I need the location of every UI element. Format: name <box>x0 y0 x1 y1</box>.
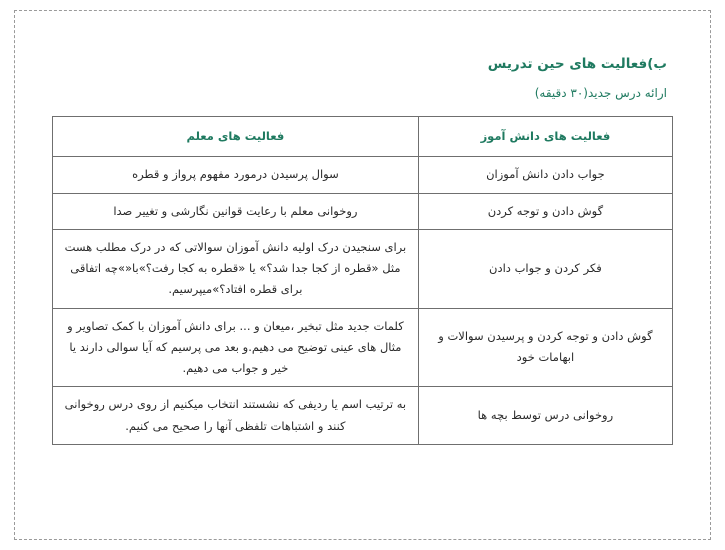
table-row <box>53 308 673 387</box>
table-row <box>53 157 673 193</box>
cell-student-activity: گوش دادن و توجه کردن <box>418 193 672 229</box>
column-header-teacher: فعالیت های معلم <box>53 117 419 157</box>
cell-teacher-activity: سوال پرسیدن درمورد مفهوم پرواز و قطره <box>53 157 419 193</box>
cell-teacher-activity: به ترتیب اسم یا ردیفی که نشستند انتخاب میکنیم از روی درس روخوانی کنند و اشتباهات تلفظی آنها را صحیح می کنیم. <box>53 387 419 445</box>
page-subtitle: ارائه درس جدید(۳۰ دقیقه) <box>534 86 667 100</box>
cell-teacher-activity: کلمات جدید مثل تبخیر ،میعان و ... برای دانش آموزان با کمک تصاویر و مثال های عینی توضیح می دهیم.و بعد می پرسیم که آیا سوالی دارند یا خیر و جواب می دهیم. <box>53 308 419 387</box>
activities-table <box>52 116 673 445</box>
table-row <box>53 193 673 229</box>
cell-teacher-activity: برای سنجیدن درک اولیه دانش آموزان سوالاتی که در درک مطلب هست مثل «قطره از کجا جدا شد؟» یا «قطره به کجا رفت؟»با«»چه اتفاقی برای قطره افتاد؟»میپرسیم. <box>53 229 419 308</box>
cell-student-activity: گوش دادن و توجه کردن و پرسیدن سوالات و ابهامات خود <box>418 308 672 387</box>
table-row <box>53 387 673 445</box>
cell-teacher-activity: روخوانی معلم با رعایت قوانین نگارشی و تغییر صدا <box>53 193 419 229</box>
document-content <box>52 44 673 510</box>
cell-student-activity: روخوانی درس توسط بچه ها <box>418 387 672 445</box>
column-header-student: فعالیت های دانش آموز <box>418 117 672 157</box>
table-header-row <box>53 117 673 157</box>
cell-student-activity: جواب دادن دانش آموزان <box>418 157 672 193</box>
page-title: ب)فعالیت های حین تدریس <box>487 56 667 72</box>
cell-student-activity: فکر کردن و جواب دادن <box>418 229 672 308</box>
table-row <box>53 229 673 308</box>
